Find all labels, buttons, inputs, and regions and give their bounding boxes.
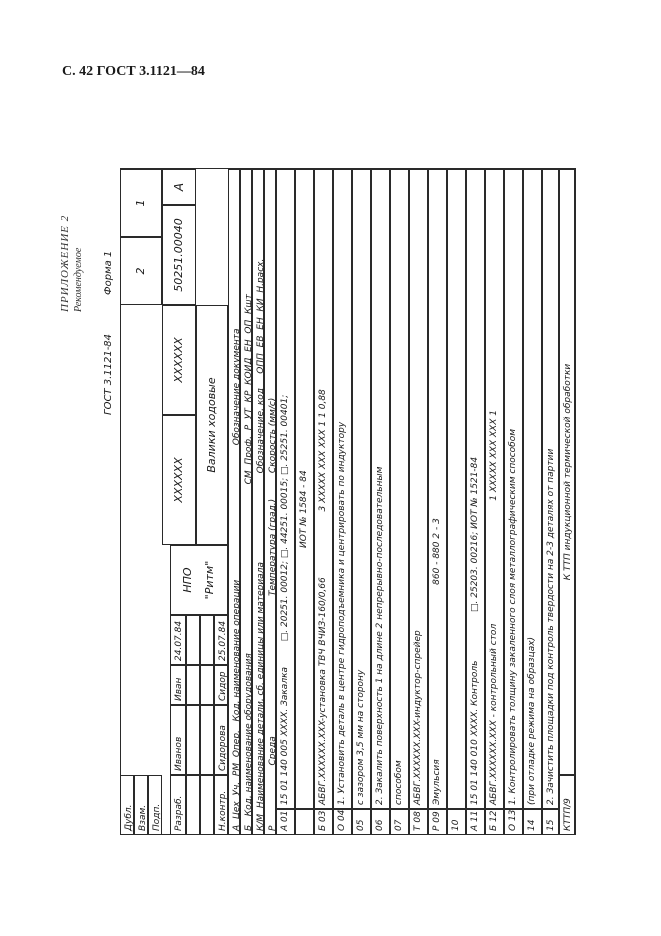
page-header: С. 42 ГОСТ 3.1121—84 (62, 64, 205, 79)
sheet-num: 1 (120, 169, 162, 237)
header-row-k: К/М Наименование детали, сб. единицы или материала Обозначение, код ОПП ЕВ ЕН КИ Н.расх. (252, 169, 264, 835)
appendix-subtitle: Рекомендуемое (73, 247, 84, 312)
person-role-empty (200, 775, 214, 835)
doc-code-1: XXXXXX (162, 415, 196, 545)
row-mark: О 13 (504, 809, 523, 835)
person-role-empty (186, 775, 200, 835)
person-date-empty (186, 615, 200, 665)
row-text: 2. Закалить поверхность 1 на длине 2 непрерывно-последовательным (371, 169, 390, 809)
header-row-r: Р Среда Температура (град.) Скорость (мм/с) (264, 169, 276, 835)
row-mark: А 11 (466, 809, 485, 835)
row-text: Эмульсия 860 - 880 2 - 3 (428, 169, 447, 809)
row-mark: О 04 (333, 809, 352, 835)
sheets-total: 2 (120, 237, 162, 305)
row-text: (при отладке режима на образцах) (523, 169, 542, 809)
person-name: Иванов (170, 705, 186, 775)
person-date: 25.07.84 (214, 615, 228, 665)
row-mark: 06 (371, 809, 390, 835)
doc-code-2: XXXXXX (162, 305, 196, 415)
person-name: Сидорова (214, 705, 228, 775)
appendix-label (58, 112, 88, 312)
footer-text: К ТТП индукционной термической обработки (559, 169, 575, 775)
row-mark: Т 08 (409, 809, 428, 835)
stamp-dubl: Дубл. (120, 775, 134, 835)
letter: А (162, 169, 196, 205)
person-sign-empty (186, 665, 200, 705)
person-role: Разраб. (170, 775, 186, 835)
row-text: способом (390, 169, 409, 809)
person-sign: Сидор (214, 665, 228, 705)
org-name: НПО "Ритм" (170, 545, 228, 615)
operation-rows (276, 169, 559, 835)
header-row-b: Б Код, наименование оборудования СМ Проф. Р УТ КР КОИД ЕН ОП Кшт (240, 169, 252, 835)
row-mark: 07 (390, 809, 409, 835)
row-text: АБВГ.XXXXXX.XXX-индуктор-спрейер (409, 169, 428, 809)
form-label: Форма 1 (103, 250, 114, 295)
stamp-vzam: Взам. (134, 775, 148, 835)
row-text (447, 169, 466, 809)
doc-code-3: 50251.00040 (162, 205, 196, 305)
row-text: АБВГ.XXXXXX.XXX-установка ТВЧ ВЧИЗ-160/0,66 3 XXXXX XXX XXX 1 1 0,88 (314, 169, 333, 809)
row-mark: Б 03 (314, 809, 333, 835)
appendix-title: ПРИЛОЖЕНИЕ 2 (59, 214, 71, 312)
row-text: 15 01 140 010 XXXX. Контроль □. 25203. 00216; ИОТ № 1521-84 (466, 169, 485, 809)
person-sign-empty (200, 665, 214, 705)
row-mark: Б 12 (485, 809, 504, 835)
row-mark: А 01 (276, 809, 295, 835)
tech-form (103, 168, 576, 835)
footer-code: КТТП/9 (559, 775, 575, 835)
person-date-empty (200, 615, 214, 665)
person-role: Н.контр. (214, 775, 228, 835)
row-mark: 15 (542, 809, 559, 835)
row-mark: 14 (523, 809, 542, 835)
row-mark: Р 09 (428, 809, 447, 835)
row-text: АБВГ.XXXXXX.XXX - контрольный стол 1 XXXXX XXX XXX 1 (485, 169, 504, 809)
person-name-empty (200, 705, 214, 775)
header-row-a: А Цех Уч. РМ Опер. Код, наименование операции Обозначение документа (228, 169, 240, 835)
row-text: 2. Зачистить площадки под контроль твердости на 2-3 деталях от партии (542, 169, 559, 809)
row-mark: 05 (352, 809, 371, 835)
part-name: Валики ходовые (196, 305, 228, 545)
person-name-empty (186, 705, 200, 775)
row-text: ИОТ № 1584 - 84 (295, 169, 314, 809)
person-date: 24.07.84 (170, 615, 186, 665)
row-text: с зазором 3,5 мм на сторону (352, 169, 371, 809)
row-mark (295, 809, 314, 835)
person-sign: Иван (170, 665, 186, 705)
row-mark: 10 (447, 809, 466, 835)
tech-form-rotated (103, 168, 576, 835)
gost-label: ГОСТ 3.1121-84 (103, 333, 114, 415)
row-text: 1. Установить деталь в центре гидроподъемника и центрировать по индуктору (333, 169, 352, 809)
row-text: 15 01 140 005 XXXX. Закалка □. 20251. 00012; □. 44251. 00015; □. 25251. 00401; (276, 169, 295, 809)
stamp-podp: Подп. (148, 775, 162, 835)
row-text: 1. Контролировать толщину закаленного слоя металлографическим способом (504, 169, 523, 809)
frame-bottom (575, 168, 576, 835)
